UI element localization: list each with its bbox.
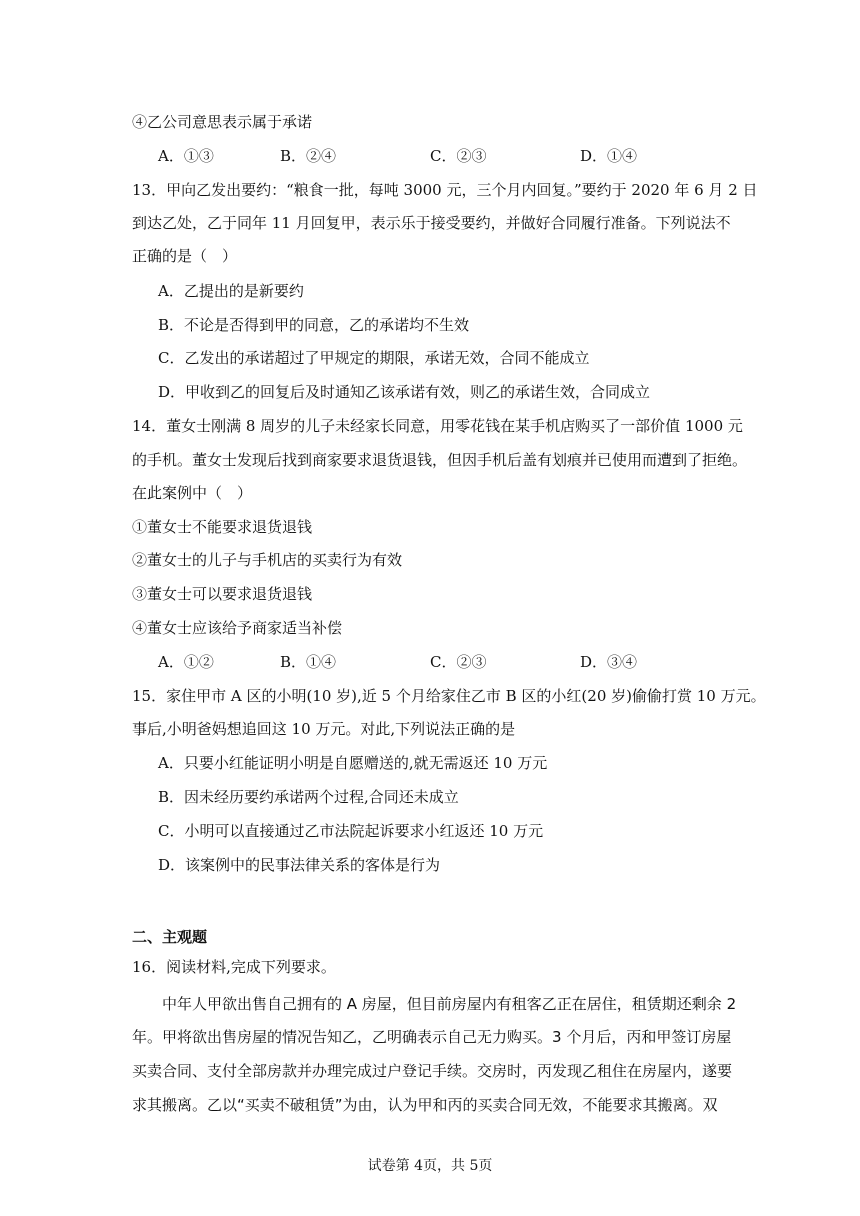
q12-option-c: C．②③ [430,147,487,165]
q15-line-2: 事后,小明爸妈想追回这 10 万元。对此,下列说法正确的是 [132,720,516,738]
material-line-1: 中年人甲欲出售自己拥有的 A 房屋，但目前房屋内有租客乙正在居住，租赁期还剩余 2 [132,995,737,1013]
q13-option-b: B．不论是否得到甲的同意，乙的承诺均不生效 [158,316,470,334]
q12-option-b: B．②④ [280,147,337,165]
q16-intro: 16．阅读材料,完成下列要求。 [132,958,336,976]
q14-item-3: ③董女士可以要求退货退钱 [132,585,313,603]
material-line-2: 年。甲将欲出售房屋的情况告知乙，乙明确表示自己无力购买。3 个月后，丙和甲签订房屋 [132,1028,732,1046]
q14-line-3: 在此案例中（ ） [132,484,253,502]
q14-item-2: ②董女士的儿子与手机店的买卖行为有效 [132,551,403,569]
q15-line-1: 15．家住甲市 A 区的小明(10 岁),近 5 个月给家住乙市 B 区的小红(20 岁)偷偷打赏 10 万元。 [132,687,766,705]
q13-option-a: A．乙提出的是新要约 [158,282,304,300]
q13-option-c: C．乙发出的承诺超过了甲规定的期限，承诺无效，合同不能成立 [158,349,590,367]
q12-option-a: A．①③ [158,147,214,165]
page-footer: 试卷第 4页，共 5页 [367,1158,493,1174]
q14-line-1: 14．董女士刚满 8 周岁的儿子未经家长同意，用零花钱在某手机店购买了一部价值 1000 元 [132,417,743,435]
q14-option-c: C．②③ [430,653,487,671]
q12-option-d: D．①④ [580,147,638,165]
q15-option-c: C．小明可以直接通过乙市法院起诉要求小红返还 10 万元 [158,822,544,840]
q14-item-1: ①董女士不能要求退货退钱 [132,518,313,536]
q14-option-d: D．③④ [580,653,638,671]
q14-item-4: ④董女士应该给予商家适当补偿 [132,619,343,637]
q13-line-1: 13．甲向乙发出要约：“粮食一批，每吨 3000 元，三个月内回复。”要约于 2020 年 6 月 2 日 [132,181,758,199]
q13-line-3: 正确的是（ ） [132,247,238,265]
material-line-3: 买卖合同、支付全部房款并办理完成过户登记手续。交房时，丙发现乙租住在房屋内，遂要 [132,1062,733,1080]
q14-option-a: A．①② [158,653,214,671]
q14-line-2: 的手机。董女士发现后找到商家要求退货退钱，但因手机后盖有划痕并已使用而遭到了拒绝。 [132,451,748,469]
q15-option-a: A．只要小红能证明小明是自愿赠送的,就无需返还 10 万元 [158,754,548,772]
q15-option-b: B．因未经历要约承诺两个过程,合同还未成立 [158,788,459,806]
section-heading: 二、主观题 [132,928,208,946]
material-line-4: 求其搬离。乙以“买卖不破租赁”为由，认为甲和丙的买卖合同无效，不能要求其搬离。双 [132,1096,718,1114]
q14-option-b: B．①④ [280,653,337,671]
q12-item-4: ④乙公司意思表示属于承诺 [132,113,313,131]
q13-option-d: D．甲收到乙的回复后及时通知乙该承诺有效，则乙的承诺生效，合同成立 [158,383,651,401]
q15-option-d: D．该案例中的民事法律关系的客体是行为 [158,856,441,874]
q13-line-2: 到达乙处，乙于同年 11 月回复甲，表示乐于接受要约，并做好合同履行准备。下列说法不 [132,214,731,232]
